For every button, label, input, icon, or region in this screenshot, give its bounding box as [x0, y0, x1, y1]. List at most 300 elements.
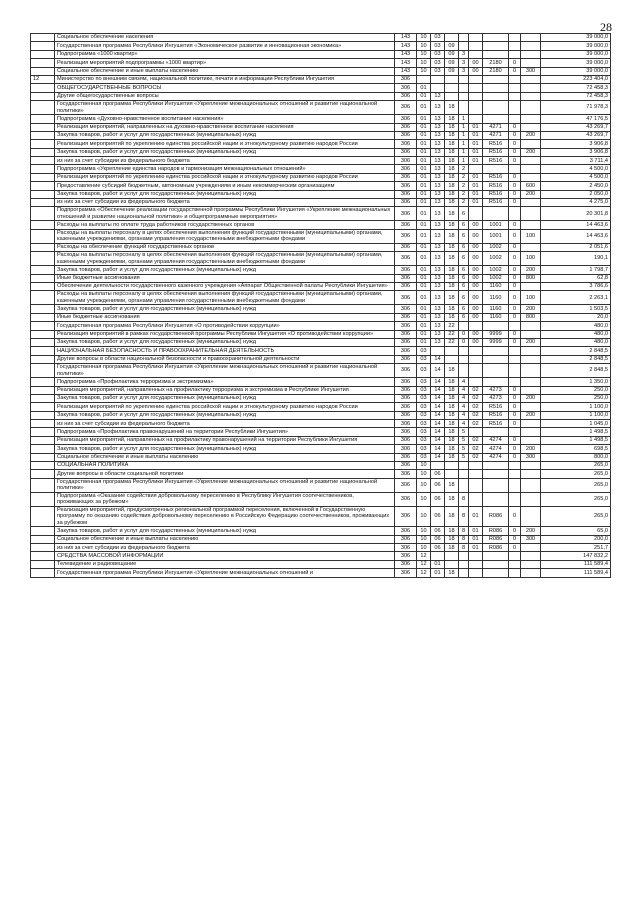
program-code-cell: 09	[445, 67, 459, 75]
expense-type-code-cell: 300	[521, 535, 541, 543]
sub-direction-code-cell: 0	[509, 313, 521, 321]
row-number-cell	[31, 84, 55, 92]
ministry-code-cell: 306	[395, 115, 417, 123]
expense-type-code-cell	[521, 378, 541, 386]
activity-code-cell: 02	[469, 394, 483, 402]
ministry-code-cell: 306	[395, 252, 417, 266]
ministry-code-cell: 306	[395, 190, 417, 198]
sub-direction-code-cell	[509, 569, 521, 577]
activity-code-cell: 00	[469, 291, 483, 305]
expense-type-code-cell	[521, 330, 541, 338]
item-name-cell: СОЦИАЛЬНАЯ ПОЛИТИКА	[55, 462, 395, 470]
program-code-cell	[445, 552, 459, 560]
row-number-cell	[31, 478, 55, 492]
subprogram-code-cell: 6	[459, 243, 469, 251]
direction-code-cell: 2180	[483, 67, 509, 75]
section-code-cell: 01	[417, 274, 431, 282]
subsection-code-cell: 03	[431, 50, 445, 58]
subprogram-code-cell	[459, 478, 469, 492]
program-code-cell: 22	[445, 322, 459, 330]
subprogram-code-cell: 1	[459, 148, 469, 156]
subsection-code-cell: 14	[431, 411, 445, 419]
ministry-code-cell: 306	[395, 544, 417, 552]
expense-type-code-cell	[521, 199, 541, 207]
direction-code-cell	[483, 428, 509, 436]
item-name-cell: Государственная программа Республики Ингушетия «Экономическое развитие и инновационная экономика»	[55, 42, 395, 50]
program-code-cell: 18	[445, 157, 459, 165]
ministry-code-cell: 306	[395, 470, 417, 478]
amount-cell: 47 176,5	[541, 115, 611, 123]
table-row	[31, 544, 611, 552]
ministry-code-cell: 306	[395, 123, 417, 131]
item-name-cell: Социальное обеспечение и иные выплаты населению	[55, 453, 395, 461]
direction-code-cell	[483, 492, 509, 506]
direction-code-cell: 4271	[483, 123, 509, 131]
direction-code-cell: R516	[483, 403, 509, 411]
activity-code-cell: 01	[469, 506, 483, 527]
activity-code-cell	[469, 378, 483, 386]
direction-code-cell: 4274	[483, 445, 509, 453]
section-code-cell: 12	[417, 560, 431, 568]
direction-code-cell	[483, 50, 509, 58]
row-number-cell	[31, 527, 55, 535]
row-number-cell	[31, 229, 55, 243]
direction-code-cell: 4273	[483, 386, 509, 394]
item-name-cell: Реализация мероприятий, направленных на духовно-нравственное воспитание населения	[55, 123, 395, 131]
subsection-code-cell: 13	[431, 92, 445, 100]
expense-type-code-cell	[521, 207, 541, 221]
expense-type-code-cell: 200	[521, 445, 541, 453]
subsection-code-cell: 13	[431, 157, 445, 165]
subsection-code-cell: 13	[431, 207, 445, 221]
subprogram-code-cell: 4	[459, 420, 469, 428]
program-code-cell: 18	[445, 313, 459, 321]
subprogram-code-cell	[459, 470, 469, 478]
section-code-cell: 10	[417, 42, 431, 50]
section-code-cell: 10	[417, 506, 431, 527]
direction-code-cell	[483, 355, 509, 363]
section-code-cell: 10	[417, 478, 431, 492]
budget-table-body	[31, 34, 611, 578]
ministry-code-cell: 306	[395, 535, 417, 543]
direction-code-cell	[483, 92, 509, 100]
activity-code-cell	[469, 101, 483, 115]
activity-code-cell	[469, 92, 483, 100]
activity-code-cell: 00	[469, 274, 483, 282]
program-code-cell: 18	[445, 378, 459, 386]
item-name-cell: Расходы на выплаты по оплате труда работников государственных органов	[55, 221, 395, 229]
item-name-cell: Государственная программа Республики Ингушетия «Укрепление межнациональных отношений и развитие национальной политики»	[55, 478, 395, 492]
table-row	[31, 305, 611, 313]
section-code-cell: 01	[417, 322, 431, 330]
program-code-cell: 18	[445, 207, 459, 221]
activity-code-cell: 01	[469, 140, 483, 148]
section-code-cell: 01	[417, 229, 431, 243]
subsection-code-cell: 13	[431, 190, 445, 198]
row-number-cell	[31, 569, 55, 577]
table-row	[31, 165, 611, 173]
table-row	[31, 428, 611, 436]
section-code-cell: 03	[417, 386, 431, 394]
sub-direction-code-cell	[509, 42, 521, 50]
table-row	[31, 131, 611, 139]
subprogram-code-cell: 0	[459, 330, 469, 338]
direction-code-cell	[483, 364, 509, 378]
amount-cell: 251,7	[541, 544, 611, 552]
table-row	[31, 313, 611, 321]
expense-type-code-cell	[521, 569, 541, 577]
row-number-cell	[31, 266, 55, 274]
expense-type-code-cell	[521, 355, 541, 363]
activity-code-cell	[469, 552, 483, 560]
ministry-code-cell: 306	[395, 445, 417, 453]
sub-direction-code-cell: 0	[509, 330, 521, 338]
item-name-cell: Подпрограмма «1000 квартир»	[55, 50, 395, 58]
activity-code-cell: 00	[469, 305, 483, 313]
activity-code-cell: 00	[469, 229, 483, 243]
activity-code-cell: 00	[469, 243, 483, 251]
sub-direction-code-cell: 0	[509, 445, 521, 453]
program-code-cell: 18	[445, 305, 459, 313]
ministry-code-cell: 306	[395, 338, 417, 346]
ministry-code-cell: 143	[395, 34, 417, 42]
subprogram-code-cell: 4	[459, 386, 469, 394]
section-code-cell: 10	[417, 34, 431, 42]
sub-direction-code-cell	[509, 92, 521, 100]
sub-direction-code-cell: 0	[509, 123, 521, 131]
row-number-cell	[31, 420, 55, 428]
amount-cell: 39 000,0	[541, 59, 611, 67]
item-name-cell: Закупка товаров, работ и услуг для государственных (муниципальных) нужд	[55, 394, 395, 402]
table-row	[31, 115, 611, 123]
table-row	[31, 445, 611, 453]
section-code-cell: 01	[417, 84, 431, 92]
sub-direction-code-cell: 0	[509, 535, 521, 543]
subsection-code-cell: 14	[431, 445, 445, 453]
table-row	[31, 243, 611, 251]
page-number: 28	[600, 20, 612, 34]
activity-code-cell: 01	[469, 123, 483, 131]
subprogram-code-cell: 5	[459, 453, 469, 461]
amount-cell: 1 498,5	[541, 436, 611, 444]
activity-code-cell	[469, 165, 483, 173]
table-row	[31, 50, 611, 58]
subprogram-code-cell: 4	[459, 378, 469, 386]
ministry-code-cell: 306	[395, 148, 417, 156]
subprogram-code-cell: 1	[459, 115, 469, 123]
subsection-code-cell: 01	[431, 569, 445, 577]
direction-code-cell: 4274	[483, 436, 509, 444]
row-number-cell	[31, 199, 55, 207]
amount-cell: 265,0	[541, 492, 611, 506]
section-code-cell: 01	[417, 266, 431, 274]
item-name-cell: Закупка товаров, работ и услуг для государственных (муниципальных) нужд	[55, 148, 395, 156]
program-code-cell	[445, 84, 459, 92]
item-name-cell: Закупка товаров, работ и услуг для государственных (муниципальных) нужд	[55, 527, 395, 535]
section-code-cell: 01	[417, 131, 431, 139]
program-code-cell	[445, 347, 459, 355]
item-name-cell: Закупка товаров, работ и услуг для государственных (муниципальных) нужд	[55, 131, 395, 139]
sub-direction-code-cell: 0	[509, 59, 521, 67]
ministry-code-cell: 143	[395, 50, 417, 58]
item-name-cell: Расходы на выплаты персоналу в целях обеспечения выполнения функций государственными (муниципальными) органами, казенными учреждениями, органами управления государственными внебюджетными фондами	[55, 229, 395, 243]
table-row	[31, 266, 611, 274]
ministry-code-cell: 306	[395, 420, 417, 428]
item-name-cell: Закупка товаров, работ и услуг для государственных (муниципальных) нужд	[55, 266, 395, 274]
row-number-cell	[31, 101, 55, 115]
section-code-cell: 10	[417, 59, 431, 67]
amount-cell: 1 100,0	[541, 411, 611, 419]
ministry-code-cell: 306	[395, 462, 417, 470]
sub-direction-code-cell	[509, 378, 521, 386]
row-number-cell	[31, 173, 55, 181]
subprogram-code-cell: 6	[459, 305, 469, 313]
subprogram-code-cell: 3	[459, 50, 469, 58]
ministry-code-cell: 306	[395, 436, 417, 444]
amount-cell: 2 848,5	[541, 364, 611, 378]
ministry-code-cell: 306	[395, 527, 417, 535]
section-code-cell: 12	[417, 569, 431, 577]
sub-direction-code-cell	[509, 428, 521, 436]
row-number-cell	[31, 221, 55, 229]
sub-direction-code-cell: 0	[509, 420, 521, 428]
ministry-code-cell: 306	[395, 182, 417, 190]
sub-direction-code-cell	[509, 470, 521, 478]
row-number-cell	[31, 355, 55, 363]
amount-cell: 190,1	[541, 252, 611, 266]
subsection-code-cell: 13	[431, 313, 445, 321]
ministry-code-cell: 306	[395, 560, 417, 568]
row-number-cell	[31, 165, 55, 173]
item-name-cell: Телевидение и радиовещание	[55, 560, 395, 568]
expense-type-code-cell	[521, 364, 541, 378]
section-code-cell: 03	[417, 355, 431, 363]
expense-type-code-cell	[521, 420, 541, 428]
subprogram-code-cell: 8	[459, 506, 469, 527]
subprogram-code-cell: 6	[459, 313, 469, 321]
table-row	[31, 338, 611, 346]
amount-cell: 39 000,0	[541, 67, 611, 75]
program-code-cell: 18	[445, 252, 459, 266]
item-name-cell: из них за счет субсидии из федерального бюджета	[55, 199, 395, 207]
item-name-cell: Реализация мероприятий, направленных на профилактику правонарушений на территории Республики Ингушетия	[55, 436, 395, 444]
program-code-cell	[445, 470, 459, 478]
table-row	[31, 470, 611, 478]
table-row	[31, 569, 611, 577]
section-code-cell: 01	[417, 92, 431, 100]
sub-direction-code-cell: 0	[509, 291, 521, 305]
subprogram-code-cell	[459, 75, 469, 83]
program-code-cell: 18	[445, 428, 459, 436]
expense-type-code-cell	[521, 115, 541, 123]
table-row	[31, 190, 611, 198]
row-number-cell	[31, 403, 55, 411]
amount-cell: 111 589,4	[541, 560, 611, 568]
subsection-code-cell: 13	[431, 173, 445, 181]
sub-direction-code-cell	[509, 364, 521, 378]
program-code-cell: 18	[445, 411, 459, 419]
subprogram-code-cell: 6	[459, 207, 469, 221]
section-code-cell: 01	[417, 338, 431, 346]
sub-direction-code-cell	[509, 34, 521, 42]
amount-cell: 2 848,5	[541, 355, 611, 363]
program-code-cell: 18	[445, 123, 459, 131]
table-row	[31, 199, 611, 207]
ministry-code-cell: 306	[395, 364, 417, 378]
sub-direction-code-cell	[509, 462, 521, 470]
subsection-code-cell: 06	[431, 478, 445, 492]
item-name-cell: Реализация мероприятий подпрограммы «1000 квартир»	[55, 59, 395, 67]
table-row	[31, 378, 611, 386]
subprogram-code-cell: 6	[459, 282, 469, 290]
subsection-code-cell: 14	[431, 378, 445, 386]
item-name-cell: Реализация мероприятий по укреплению единства российской нации и этнокультурному развитию народов России	[55, 173, 395, 181]
subprogram-code-cell: 0	[459, 338, 469, 346]
ministry-code-cell: 143	[395, 67, 417, 75]
direction-code-cell	[483, 569, 509, 577]
activity-code-cell	[469, 560, 483, 568]
expense-type-code-cell: 100	[521, 291, 541, 305]
row-number-cell	[31, 462, 55, 470]
row-number-cell	[31, 42, 55, 50]
row-number-cell	[31, 92, 55, 100]
subprogram-code-cell: 3	[459, 59, 469, 67]
activity-code-cell	[469, 84, 483, 92]
activity-code-cell	[469, 355, 483, 363]
expense-type-code-cell	[521, 173, 541, 181]
expense-type-code-cell	[521, 59, 541, 67]
subprogram-code-cell: 8	[459, 544, 469, 552]
program-code-cell	[445, 75, 459, 83]
direction-code-cell	[483, 470, 509, 478]
ministry-code-cell: 306	[395, 453, 417, 461]
item-name-cell: Подпрограмма «Профилактика терроризма и экстремизма»	[55, 378, 395, 386]
program-code-cell: 18	[445, 478, 459, 492]
expense-type-code-cell	[521, 42, 541, 50]
section-code-cell: 03	[417, 364, 431, 378]
ministry-code-cell: 306	[395, 84, 417, 92]
item-name-cell: Социальное обеспечение и иные выплаты населению	[55, 67, 395, 75]
subsection-code-cell: 03	[431, 67, 445, 75]
subprogram-code-cell: 5	[459, 428, 469, 436]
subsection-code-cell: 14	[431, 436, 445, 444]
ministry-code-cell: 306	[395, 552, 417, 560]
program-code-cell: 18	[445, 453, 459, 461]
section-code-cell: 01	[417, 199, 431, 207]
expense-type-code-cell	[521, 101, 541, 115]
item-name-cell: Закупка товаров, работ и услуг для государственных (муниципальных) нужд	[55, 445, 395, 453]
amount-cell: 265,0	[541, 462, 611, 470]
amount-cell: 62,8	[541, 274, 611, 282]
table-row	[31, 84, 611, 92]
row-number-cell	[31, 445, 55, 453]
direction-code-cell	[483, 75, 509, 83]
sub-direction-code-cell: 0	[509, 157, 521, 165]
subprogram-code-cell: 1	[459, 123, 469, 131]
subsection-code-cell: 13	[431, 148, 445, 156]
table-row	[31, 221, 611, 229]
subsection-code-cell: 13	[431, 282, 445, 290]
item-name-cell: Государственная программа Республики Ингушетия «О противодействии коррупции»	[55, 322, 395, 330]
direction-code-cell: 1002	[483, 266, 509, 274]
subprogram-code-cell	[459, 101, 469, 115]
direction-code-cell: R516	[483, 182, 509, 190]
direction-code-cell	[483, 84, 509, 92]
section-code-cell: 01	[417, 282, 431, 290]
section-code-cell: 03	[417, 436, 431, 444]
section-code-cell: 10	[417, 527, 431, 535]
program-code-cell: 18	[445, 274, 459, 282]
table-row	[31, 148, 611, 156]
subprogram-code-cell: 3	[459, 67, 469, 75]
activity-code-cell: 02	[469, 411, 483, 419]
table-row	[31, 123, 611, 131]
row-number-cell	[31, 67, 55, 75]
item-name-cell: из них за счет субсидии из федерального бюджета	[55, 420, 395, 428]
program-code-cell: 18	[445, 140, 459, 148]
section-code-cell: 01	[417, 207, 431, 221]
direction-code-cell: 1002	[483, 252, 509, 266]
subsection-code-cell: 13	[431, 243, 445, 251]
ministry-code-cell: 306	[395, 291, 417, 305]
amount-cell: 480,0	[541, 330, 611, 338]
sub-direction-code-cell	[509, 347, 521, 355]
program-code-cell	[445, 34, 459, 42]
subsection-code-cell: 13	[431, 252, 445, 266]
sub-direction-code-cell	[509, 50, 521, 58]
table-row	[31, 101, 611, 115]
amount-cell: 3 711,4	[541, 157, 611, 165]
direction-code-cell	[483, 347, 509, 355]
row-number-cell	[31, 140, 55, 148]
activity-code-cell: 00	[469, 59, 483, 67]
activity-code-cell: 00	[469, 67, 483, 75]
table-row	[31, 173, 611, 181]
activity-code-cell: 01	[469, 199, 483, 207]
subsection-code-cell: 14	[431, 364, 445, 378]
program-code-cell: 18	[445, 492, 459, 506]
direction-code-cell: 1002	[483, 243, 509, 251]
row-number-cell	[31, 243, 55, 251]
sub-direction-code-cell: 0	[509, 453, 521, 461]
table-row	[31, 229, 611, 243]
ministry-code-cell: 306	[395, 140, 417, 148]
subsection-code-cell: 06	[431, 470, 445, 478]
subsection-code-cell: 03	[431, 34, 445, 42]
expense-type-code-cell: 200	[521, 305, 541, 313]
activity-code-cell	[469, 569, 483, 577]
sub-direction-code-cell: 0	[509, 282, 521, 290]
activity-code-cell	[469, 428, 483, 436]
item-name-cell: Государственная программа Республики Ингушетия «Укрепление межнациональных отношений и развитие национальной политики»	[55, 101, 395, 115]
row-number-cell: 12	[31, 75, 55, 83]
program-code-cell: 18	[445, 190, 459, 198]
amount-cell: 265,0	[541, 506, 611, 527]
sub-direction-code-cell: 0	[509, 305, 521, 313]
direction-code-cell: 2180	[483, 59, 509, 67]
amount-cell: 265,0	[541, 470, 611, 478]
subsection-code-cell: 13	[431, 338, 445, 346]
amount-cell: 14 463,6	[541, 229, 611, 243]
section-code-cell: 03	[417, 428, 431, 436]
subsection-code-cell: 13	[431, 199, 445, 207]
subprogram-code-cell	[459, 34, 469, 42]
direction-code-cell	[483, 560, 509, 568]
expense-type-code-cell	[521, 544, 541, 552]
section-code-cell: 01	[417, 313, 431, 321]
direction-code-cell	[483, 552, 509, 560]
amount-cell: 71 978,3	[541, 101, 611, 115]
